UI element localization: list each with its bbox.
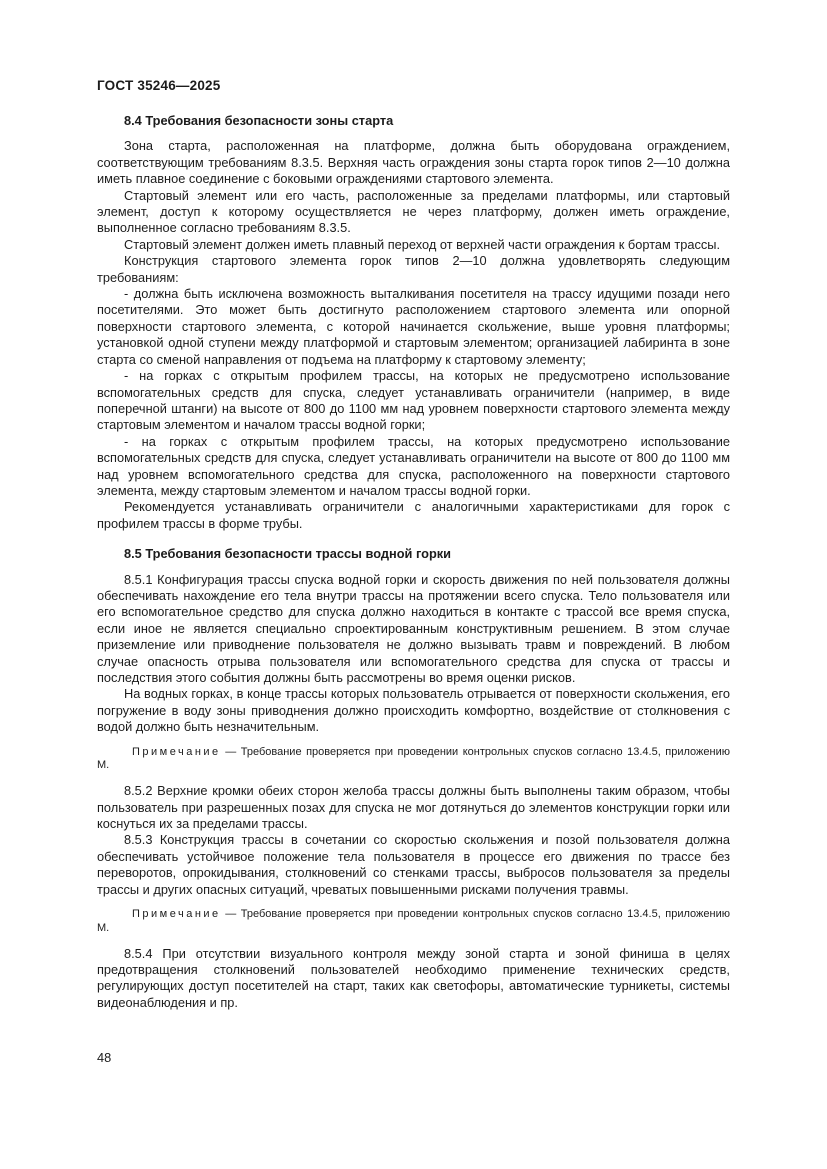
list-item: - на горках с открытым профилем трассы, на которых предусмотрено использование вспомогательных средств для спуска, следует устанавливать ограничители на высоте от 800 до 1100 мм над уровнем вспомогательного средства для спуска, расположенного на поверхности стартового элемента, между стартовым элементом и началом трассы водной горки. — [97, 433, 730, 498]
page-number: 48 — [97, 1050, 112, 1065]
note — [97, 746, 730, 774]
note-label: Примечание — [132, 908, 221, 921]
paragraph: Зона старта, расположенная на платформе, должна быть оборудована ограждением, соответствующим требованиям 8.3.5. Верхняя часть ограждения зоны старта горок типов 2—10 должна иметь плавное соединение с боковыми ограждениями стартового элемента. — [97, 138, 730, 187]
list-item: - на горках с открытым профилем трассы, на которых не предусмотрено использование вспомогательных средств для спуска, следует устанавливать ограничители (например, в виде поперечной штанги) на высоте от 800 до 1100 мм над уровнем поверхности стартового элемента между стартовым элементом и началом трассы водной горки; — [97, 368, 730, 433]
note — [97, 908, 730, 936]
paragraph: На водных горках, в конце трассы которых пользователь отрывается от поверхности скольжения, его погружение в воду зоны приводнения должно происходить комфортно, воздействие от столкновения с водой должно быть незначительным. — [97, 686, 730, 735]
section-heading-8-5: 8.5 Требования безопасности трассы водной горки — [124, 546, 452, 562]
section-heading-8-4: 8.4 Требования безопасности зоны старта — [124, 113, 394, 128]
note-text: — Требование проверяется при проведении контрольных спусков согласно 13.4.5, приложению М. — [97, 908, 730, 934]
paragraph: 8.5.1 Конфигурация трассы спуска водной горки и скорость движения по ней пользователя должны обеспечивать нахождение его тела внутри трассы на протяжении всего спуска. Тело пользователя или его вспомогательное средство для спуска должно находиться в контакте с трассой все время спуска, если иное не является специально спроектированным конструктивным решением. В этом случае приземление или приводнение пользователя не должно вызывать травм и повреждений. В любом случае опасность отрыва пользователя или вспомогательного средства для спуска от трассы и последствия этого события должны быть рассмотрены во время оценки рисков. — [97, 571, 730, 685]
document-content — [97, 113, 730, 1011]
note-label: Примечание — [132, 745, 221, 758]
paragraph: Стартовый элемент должен иметь плавный переход от верхней части ограждения к бортам трассы. — [124, 236, 721, 252]
note-text: — Требование проверяется при проведении контрольных спусков согласно 13.4.5, приложению М. — [97, 745, 730, 772]
paragraph: Рекомендуется устанавливать ограничители с аналогичными характеристиками для горок с профилем трассы в форме трубы. — [97, 499, 730, 531]
document-header: ГОСТ 35246—2025 — [97, 78, 221, 93]
list-item: - должна быть исключена возможность выталкивания посетителя на трассу идущими позади него посетителями. Это может быть достигнуто расположением стартового элемента или опорной поверхности стартового элемента, с которой начинается скольжение, выше уровня платформы; установкой одной ступени между платформой и стартовым элементом; организацией лабиринта в зоне старта со сменой направления от подъема на платформу к стартовому элементу; — [97, 286, 730, 367]
paragraph: 8.5.3 Конструкция трассы в сочетании со скоростью скольжения и позой пользователя должна обеспечивать устойчивое положение тела пользователя в процессе его движения по трассе без переворотов, опрокидывания, столкновений со стенками трассы, выбросов пользователя за пределы трассы и других опасных ситуаций, чреватых повышенными рисками получения травмы. — [97, 832, 730, 897]
paragraph: 8.5.2 Верхние кромки обеих сторон желоба трассы должны быть выполнены таким образом, чтобы пользователь при разрешенных позах для спуска не мог дотянуться до элементов конструкции горки или коснуться их за пределами трассы. — [97, 783, 730, 832]
paragraph: Стартовый элемент или его часть, расположенные за пределами платформы, или стартовый элемент, доступ к которому осуществляется не через платформу, должен иметь ограждение, выполненное согласно требованиям 8.3.5. — [97, 187, 730, 236]
paragraph: Конструкция стартового элемента горок типов 2—10 должна удовлетворять следующим требованиям: — [97, 253, 730, 285]
paragraph: 8.5.4 При отсутствии визуального контроля между зоной старта и зоной финиша в целях предотвращения столкновений пользователей необходимо применение технических средств, регулирующих доступ посетителей на старт, таких как светофоры, автоматические турникеты, системы видеонаблюдения и пр. — [97, 945, 730, 1010]
